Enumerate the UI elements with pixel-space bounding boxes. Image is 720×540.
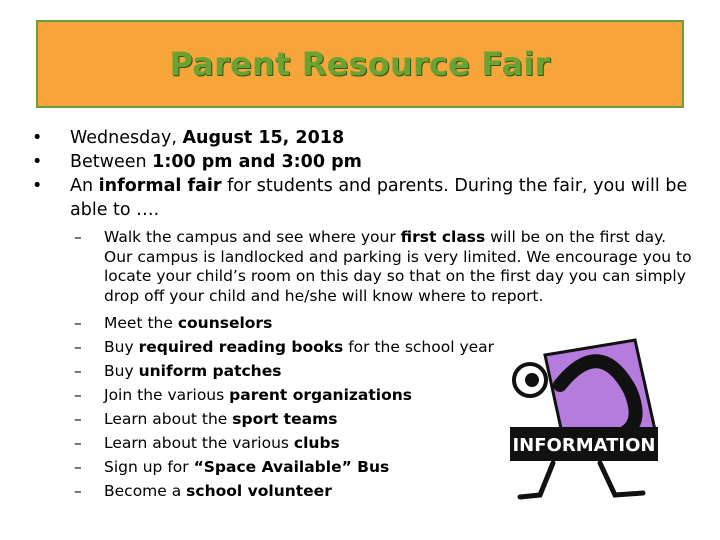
bullet-item-date: • Wednesday, August 15, 2018 <box>32 128 345 148</box>
dash-icon: – <box>74 482 82 500</box>
bullet-item-description: • An informal fair for students and parents. During the fair, you will be able to …. <box>32 176 688 220</box>
bullet-item-time: • Between 1:00 pm and 3:00 pm <box>32 152 362 172</box>
dash-icon: – <box>74 314 82 332</box>
dash-icon: – <box>74 458 82 476</box>
sub-item-uniform-patches: – Buy uniform patches <box>74 359 694 383</box>
page-title: Parent Resource Fair <box>169 45 551 83</box>
bullet-icon: • <box>32 128 43 148</box>
main-bullet-list <box>28 126 688 222</box>
right-leg <box>600 463 643 495</box>
sub-item-volunteer: – Become a school volunteer <box>74 479 694 503</box>
dash-icon: – <box>74 338 82 356</box>
sub-item-reading-books: – Buy required reading books for the school year <box>74 335 694 359</box>
title-banner <box>36 20 684 108</box>
dash-icon: – <box>74 434 82 452</box>
dash-icon: – <box>74 386 82 404</box>
information-clipart <box>505 335 675 505</box>
dash-icon: – <box>74 410 82 428</box>
pupil-icon <box>525 373 539 387</box>
information-character-icon <box>510 340 658 497</box>
left-leg <box>520 463 553 497</box>
sub-item-clubs: – Learn about the various clubs <box>74 431 694 455</box>
information-sign-label: INFORMATION <box>512 435 656 456</box>
bullet-icon: • <box>32 176 43 196</box>
sub-item-parent-organizations: – Join the various parent organizations <box>74 383 694 407</box>
sub-item-walk-campus: – Walk the campus and see where your first class will be on the first day. Our campus is landlocked and parking is very limited. We encourage you to locate your child’s room on this day so that on the first day you can simply drop off your child and he/she will know where to report. <box>74 228 692 305</box>
sub-item-counselors: – Meet the counselors <box>74 311 694 335</box>
sub-item-sport-teams: – Learn about the sport teams <box>74 407 694 431</box>
bullet-icon: • <box>32 152 43 172</box>
dash-icon: – <box>74 362 82 380</box>
dash-icon: – <box>74 228 82 246</box>
sub-item-bus: – Sign up for “Space Available” Bus <box>74 455 694 479</box>
